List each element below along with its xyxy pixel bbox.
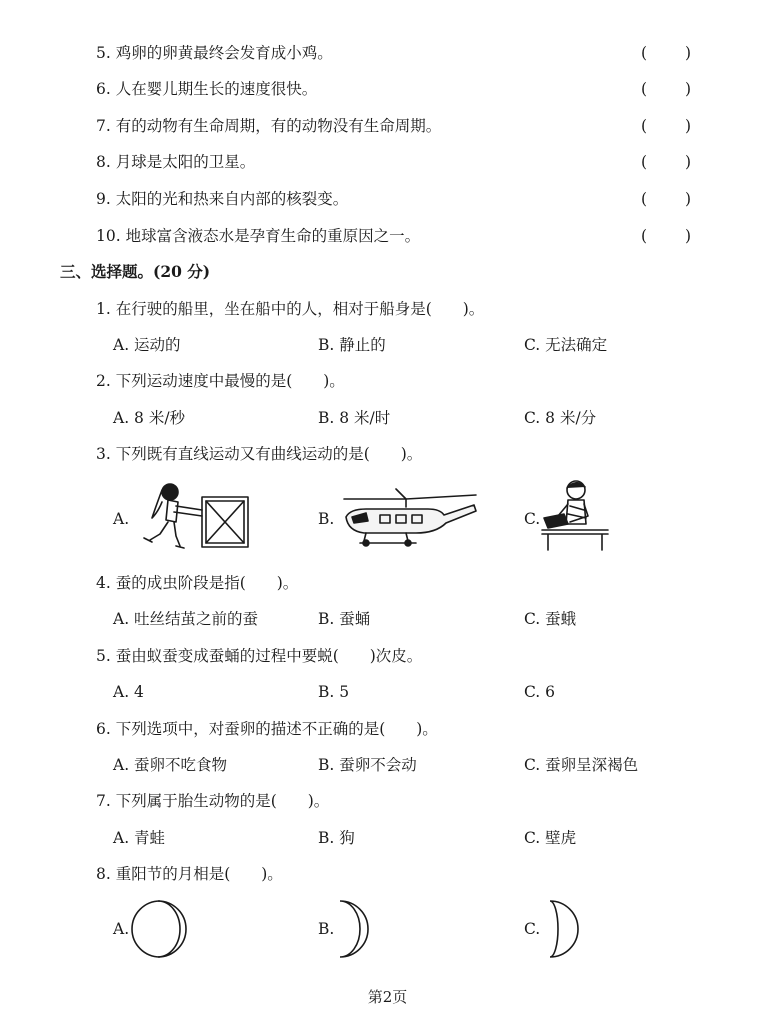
choice-question-8: 8. 重阳节的月相是( )。 <box>96 865 283 883</box>
choice-question-2: 2. 下列运动速度中最慢的是( )。 <box>96 372 345 390</box>
choice-question-5: 5. 蚕由蚁蚕变成蚕蛹的过程中要蜕( )次皮。 <box>96 647 423 665</box>
q8-option-b: B. <box>318 920 335 938</box>
choice-question-7: 7. 下列属于胎生动物的是( )。 <box>96 792 330 810</box>
boy-with-toy-illustration <box>540 478 610 552</box>
judge-item-7: 7. 有的动物有生命周期，有的动物没有生命周期。 <box>96 117 442 135</box>
q6-option-b: B. 蚕卵不会动 <box>318 756 417 774</box>
judge-item-8: 8. 月球是太阳的卫星。 <box>96 153 256 171</box>
q8-option-c: C. <box>524 920 541 938</box>
helicopter-illustration <box>336 487 480 551</box>
q4-option-a: A. 吐丝结茧之前的蚕 <box>113 610 259 628</box>
choice-question-1: 1. 在行驶的船里，坐在船中的人，相对于船身是( )。 <box>96 300 485 318</box>
q6-option-a: A. 蚕卵不吃食物 <box>113 756 228 774</box>
choice-question-4: 4. 蚕的成虫阶段是指( )。 <box>96 574 299 592</box>
q5-option-a: A. 4 <box>113 683 144 701</box>
q3-option-b: B. <box>318 510 335 528</box>
moon-phase-c-icon <box>542 899 582 959</box>
judge-item-6: 6. 人在婴儿期生长的速度很快。 <box>96 80 318 98</box>
q8-option-a: A. <box>113 920 130 938</box>
q7-option-a: A. 青蛙 <box>113 829 166 847</box>
q2-option-a: A. 8 米/秒 <box>113 409 186 427</box>
q1-option-c: C. 无法确定 <box>524 336 608 354</box>
moon-phase-b-icon <box>336 899 366 959</box>
judge-item-9: 9. 太阳的光和热来自内部的核裂变。 <box>96 190 349 208</box>
choice-question-6: 6. 下列选项中，对蚕卵的描述不正确的是( )。 <box>96 720 438 738</box>
q2-option-c: C. 8 米/分 <box>524 409 597 427</box>
q7-option-c: C. 壁虎 <box>524 829 577 847</box>
judge-item-5: 5. 鸡卵的卵黄最终会发育成小鸡。 <box>96 44 333 62</box>
q4-option-b: B. 蚕蛹 <box>318 610 371 628</box>
q2-option-b: B. 8 米/时 <box>318 409 391 427</box>
moon-phase-a-icon <box>130 899 188 959</box>
exam-page: 5. 鸡卵的卵黄最终会发育成小鸡。 ( ) 6. 人在婴儿期生长的速度很快。 ( ) 7. 有的动物有生命周期，有的动物没有生命周期。 ( ) 8. 月球是太阳的卫星。 ( ) 9. 太阳的光和热来自内部的核裂变。 ( ) 10. 地球富含液态水是孕育生命的重原因之一。 ( ) 三、选择题。(20 分) 1. 在行驶的船里，坐在船中的人，相对于船身是( )。 A. 运动的 B. 静止的 C. 无法确定 2. 下列运动速度中最慢的是( )。 A. 8 米/秒 B. 8 米/时 C. 8 米/分 3. 下列既有直线运动又有曲线运动的是( )。 A. B. C. 4. 蚕的成虫阶段是指( )。 A. 吐丝结茧之前的蚕 B. 蚕蛹 C. 蚕蛾 5. 蚕由蚁蚕变成蚕蛹的过程中要蜕( )次皮。 A. 4 B. 5 C. 6 6. 下列选项中，对蚕卵的描述不正确的是( )。 A. 蚕卵不吃食物 B. 蚕卵不会动 C. 蚕卵呈深褐色 7. 下列属于胎生动物的是( )。 A. 青蛙 B. 狗 C. 壁虎 8. 重阳节的月相是( )。 A. B. C. 第2页 <box>0 0 775 1020</box>
q5-option-b: B. 5 <box>318 683 350 701</box>
q1-option-b: B. 静止的 <box>318 336 386 354</box>
page-number: 第2页 <box>367 988 408 1006</box>
q7-option-b: B. 狗 <box>318 829 355 847</box>
q3-option-a: A. <box>113 510 130 528</box>
q3-option-c: C. <box>524 510 541 528</box>
girl-pushing-box-illustration <box>132 480 252 552</box>
q4-option-c: C. 蚕蛾 <box>524 610 577 628</box>
section-title: 三、选择题。(20 分) <box>60 262 211 281</box>
choice-question-3: 3. 下列既有直线运动又有曲线运动的是( )。 <box>96 445 423 463</box>
judge-item-10: 10. 地球富含液态水是孕育生命的重原因之一。 <box>96 227 421 245</box>
q6-option-c: C. 蚕卵呈深褐色 <box>524 756 639 774</box>
q5-option-c: C. 6 <box>524 683 556 701</box>
q1-option-a: A. 运动的 <box>113 336 181 354</box>
